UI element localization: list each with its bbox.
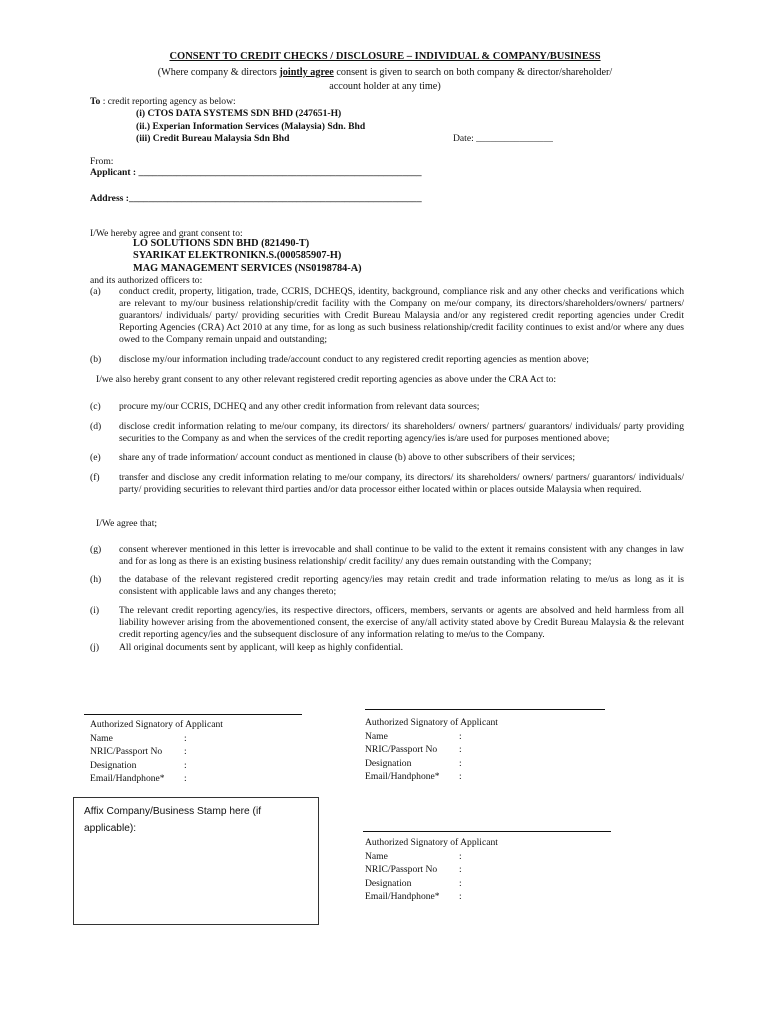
signature-line[interactable] <box>363 831 611 832</box>
email-label: Email/Handphone* <box>365 771 440 783</box>
nric-label: NRIC/Passport No <box>365 864 438 876</box>
company-item: MAG MANAGEMENT SERVICES (NS0198784-A) <box>133 262 362 274</box>
clause-text: disclose my/our information including trade/account conduct to any registered credit reporting agencies as mention above; <box>119 354 589 365</box>
clause-label: (c) <box>90 401 101 412</box>
applicant-field[interactable] <box>90 167 422 179</box>
consent-intro: I/We hereby agree and grant consent to: <box>90 228 243 239</box>
company-item: LO SOLUTIONS SDN BHD (821490-T) <box>133 238 310 249</box>
clause-text: procure my/our CCRIS, DCHEQ and any other credit information from relevant data sources; <box>119 401 480 412</box>
signature-block-right-top <box>365 716 605 784</box>
signature-line[interactable] <box>365 709 605 710</box>
colon: : <box>459 744 462 756</box>
clause-label: (e) <box>90 452 101 463</box>
clause-label: (g) <box>90 544 102 555</box>
subtitle-post: consent is given to search on both company & director/shareholder/ <box>333 67 613 78</box>
name-label: Name <box>365 850 388 862</box>
signatory-name-row[interactable] <box>365 850 605 864</box>
clause-b <box>90 354 684 366</box>
to-text: : credit reporting agency as below: <box>100 96 236 107</box>
colon: : <box>459 850 462 862</box>
signatory-nric-row[interactable] <box>90 745 300 759</box>
signature-block-left <box>90 718 300 786</box>
colon: : <box>459 891 462 903</box>
company-stamp-box[interactable] <box>73 797 319 925</box>
clause-label: (a) <box>90 286 101 297</box>
signature-line[interactable] <box>84 714 302 715</box>
email-label: Email/Handphone* <box>90 773 165 785</box>
address-label: Address : <box>90 193 130 204</box>
colon: : <box>184 746 187 758</box>
clause-text: All original documents sent by applicant, will keep as highly confidential. <box>119 642 404 653</box>
to-label: To <box>90 96 101 107</box>
address-line: _____________________________________________________________ <box>129 193 422 204</box>
agree-that-line: I/We agree that; <box>96 518 158 529</box>
stamp-line2: applicable): <box>84 823 137 834</box>
designation-label: Designation <box>365 757 412 769</box>
document-title: CONSENT TO CREDIT CHECKS / DISCLOSURE – INDIVIDUAL & COMPANY/BUSINESS <box>169 51 601 62</box>
nric-label: NRIC/Passport No <box>365 744 438 756</box>
clause-label: (b) <box>90 354 102 365</box>
signatory-heading: Authorized Signatory of Applicant <box>90 719 223 730</box>
clause-text: share any of trade information/ account conduct as mentioned in clause (b) above to other subscribers of their services; <box>119 452 576 463</box>
colon: : <box>459 730 462 742</box>
signatory-nric-row[interactable] <box>365 743 605 757</box>
clause-label: (h) <box>90 574 102 585</box>
subtitle-line2: account holder at any time) <box>329 80 441 92</box>
clause-text: consent wherever mentioned in this letter is irrevocable and shall continue to be valid to the extent it remains consistent with any changes in law and for as long as there is an existing business relationship/ credit facility/ any dues remain outstanding with the Company; <box>119 544 684 567</box>
agency-item: (i) CTOS DATA SYSTEMS SDN BHD (247651-H) <box>136 108 342 119</box>
email-label: Email/Handphone* <box>365 891 440 903</box>
document-subtitle <box>120 66 650 94</box>
signatory-email-row[interactable] <box>90 772 300 786</box>
clause-d <box>90 421 684 445</box>
clause-a <box>90 286 684 346</box>
signatory-heading: Authorized Signatory of Applicant <box>365 717 498 728</box>
signatory-designation-row[interactable] <box>90 759 300 773</box>
clause-label: (f) <box>90 472 100 483</box>
clause-text: transfer and disclose any credit information relating to me/our company, its directors/ its shareholders/ owners/ partners/ guarantors/ individuals/ party/ providing securities to relevant third parties and/or data processor either located within or places outside Malaysia when required. <box>119 472 684 495</box>
signatory-name-row[interactable] <box>365 730 605 744</box>
clause-h <box>90 574 684 598</box>
agency-item: (ii.) Experian Information Services (Malaysia) Sdn. Bhd <box>136 120 366 132</box>
subtitle-emphasis: jointly agree <box>279 67 334 78</box>
company-item: SYARIKAT ELEKTRONIKN.S.(000585907-H) <box>133 250 342 262</box>
agency-item: (iii) Credit Bureau Malaysia Sdn Bhd <box>136 133 290 144</box>
clause-j <box>90 642 684 654</box>
signatory-designation-row[interactable] <box>365 757 605 771</box>
date-field[interactable]: Date: ________________ <box>453 133 553 144</box>
designation-label: Designation <box>365 877 412 889</box>
designation-label: Designation <box>90 759 137 771</box>
subtitle-pre: (Where company & directors <box>157 67 280 78</box>
colon: : <box>459 771 462 783</box>
address-field[interactable] <box>90 193 422 205</box>
nric-label: NRIC/Passport No <box>90 746 163 758</box>
clause-e <box>90 452 684 464</box>
signatory-nric-row[interactable] <box>365 863 605 877</box>
signatory-email-row[interactable] <box>365 770 605 784</box>
officers-line: and its authorized officers to: <box>90 275 203 286</box>
clause-label: (j) <box>90 642 100 653</box>
clause-text: the database of the relevant registered credit reporting agency/ies may retain credit and trade information relating to me/us as long as it is consistent with applicable laws and any changes thereto; <box>119 574 684 597</box>
signatory-designation-row[interactable] <box>365 877 605 891</box>
signatory-heading: Authorized Signatory of Applicant <box>365 837 498 848</box>
stamp-line1: Affix Company/Business Stamp here (if <box>84 806 262 817</box>
clause-f <box>90 472 684 496</box>
clause-g <box>90 544 684 568</box>
colon: : <box>459 757 462 769</box>
colon: : <box>184 732 187 744</box>
colon: : <box>459 877 462 889</box>
signatory-email-row[interactable] <box>365 890 605 904</box>
colon: : <box>184 759 187 771</box>
colon: : <box>184 773 187 785</box>
applicant-line: ___________________________________________________________ <box>138 167 422 178</box>
clause-label: (d) <box>90 421 102 432</box>
signatory-name-row[interactable] <box>90 732 300 746</box>
clause-i <box>90 605 684 641</box>
clause-label: (i) <box>90 605 100 616</box>
name-label: Name <box>90 732 113 744</box>
signature-block-right-bottom <box>365 836 605 904</box>
from-label: From: <box>90 156 114 167</box>
colon: : <box>459 864 462 876</box>
clause-text: conduct credit, property, litigation, trade, CCRIS, DCHEQS, identity, background, compliance risk and any other checks and verifications which are relevant to my/our business relationship/credit facility with the Company on me/our company, its directors/shareholders/owners/ partners/ guarantors/ individuals/ party/ providing securities with Credit Bureau Malaysia and/or any registered credit reporting agencies under Credit Reporting Agencies (CRA) Act 2010 at any time, for as long as such business relationship/credit facility continues to exist and/or where any dues owed to the Company remain unpaid and outstanding; <box>119 286 684 345</box>
also-grant-line: I/we also hereby grant consent to any other relevant registered credit reporting agencies as above under the CRA Act to: <box>96 374 557 385</box>
clause-text: disclose credit information relating to me/our company, its directors/ its shareholders/ owners/ partners/ guarantors/ individuals/ party providing securities to the Company as and when the services of the credit reporting agency/ies is/are used for purposes mentioned above; <box>119 421 684 444</box>
agency-list <box>136 108 365 146</box>
clause-c <box>90 401 684 413</box>
to-line <box>90 96 236 108</box>
applicant-label: Applicant : <box>90 167 139 178</box>
clause-text: The relevant credit reporting agency/ies, its respective directors, officers, members, servants or agents are absolved and held harmless from all liability however arising from the abovementioned consent, the exercise of any/all activity stated above by Credit Bureau Malaysia & the relevant credit reporting agency/ies and the subsequent disclosure of any information relating to me/us to the Company. <box>119 605 684 640</box>
company-list <box>133 238 362 275</box>
name-label: Name <box>365 730 388 742</box>
